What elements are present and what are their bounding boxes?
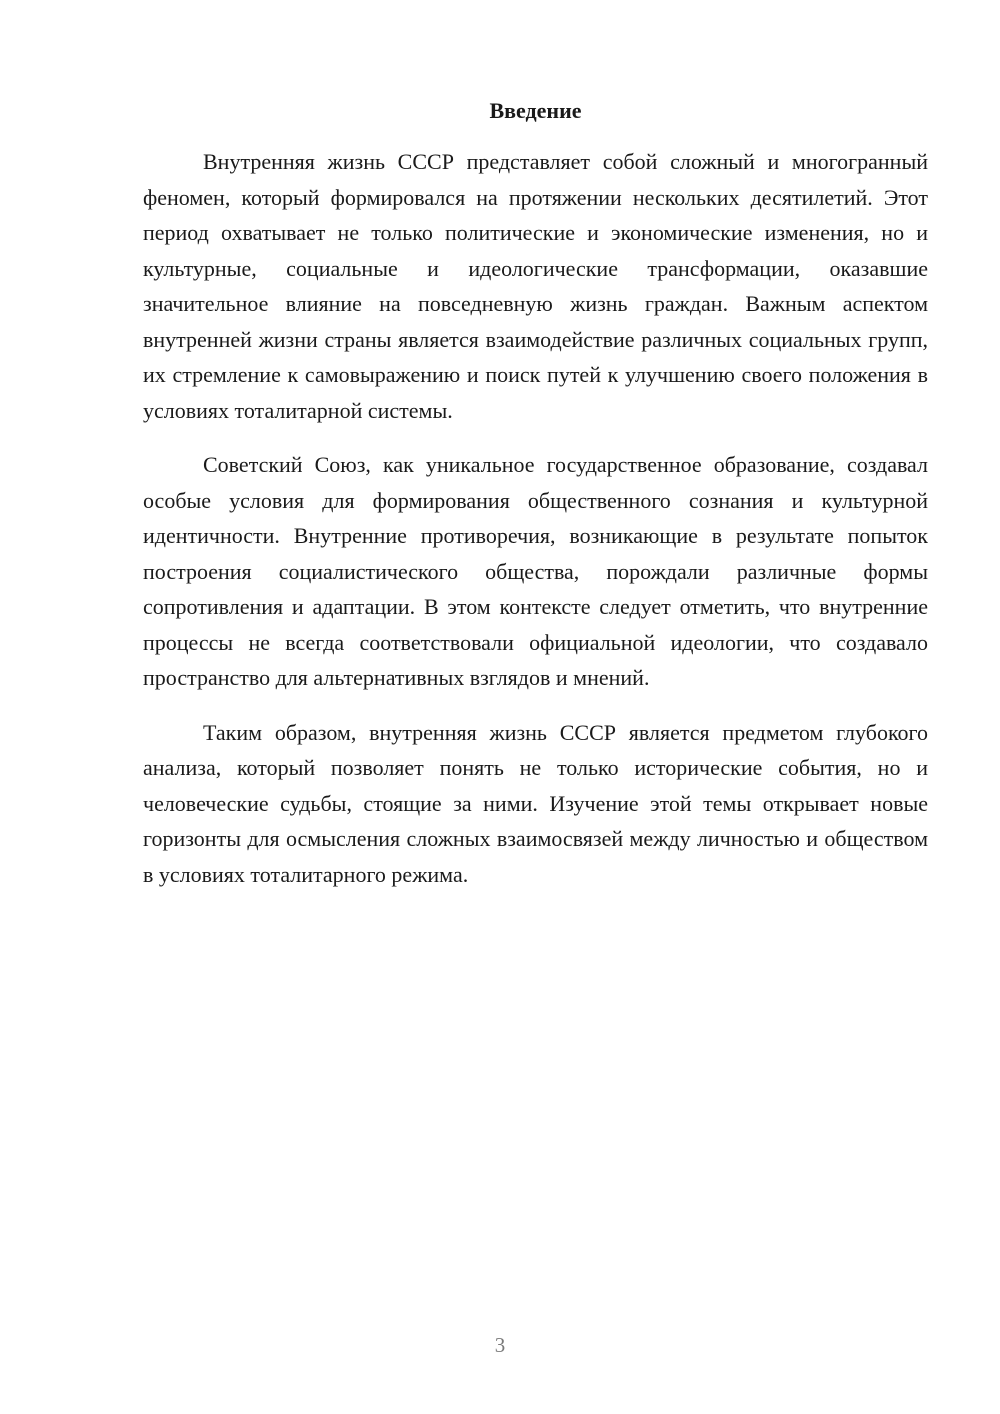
paragraph-1: Внутренняя жизнь СССР представляет собой сложный и многогранный феномен, который формировался на протяжении нескольких десятилетий. Этот период охватывает не только политические и экономические изменения, но и культурные, социальные и идеологические трансформации, оказавшие значительное влияние на повседневную жизнь граждан. Важным аспектом внутренней жизни страны является взаимодействие различных социальных групп, их стремление к самовыражению и поиск путей к улучшению своего положения в условиях тоталитарной системы. <box>143 149 928 423</box>
section-heading: Введение <box>489 98 582 123</box>
page-number: 3 <box>494 1333 506 1357</box>
page-content <box>143 96 928 911</box>
paragraph-3: Таким образом, внутренняя жизнь СССР является предметом глубокого анализа, который позволяет понять не только исторические события, но и человеческие судьбы, стоящие за ними. Изучение этой темы открывает новые горизонты для осмысления сложных взаимосвязей между личностью и обществом в условиях тоталитарного режима. <box>143 719 928 887</box>
paragraph-2: Советский Союз, как уникальное государственное образование, создавал особые условия для формирования общественного сознания и культурной идентичности. Внутренние противоречия, возникающие в результате попыток построения социалистического общества, порождали различные формы сопротивления и адаптации. В этом контексте следует отметить, что внутренние процессы не всегда соответствовали официальной идеологии, что создавало пространство для альтернативных взглядов и мнений. <box>143 452 928 690</box>
